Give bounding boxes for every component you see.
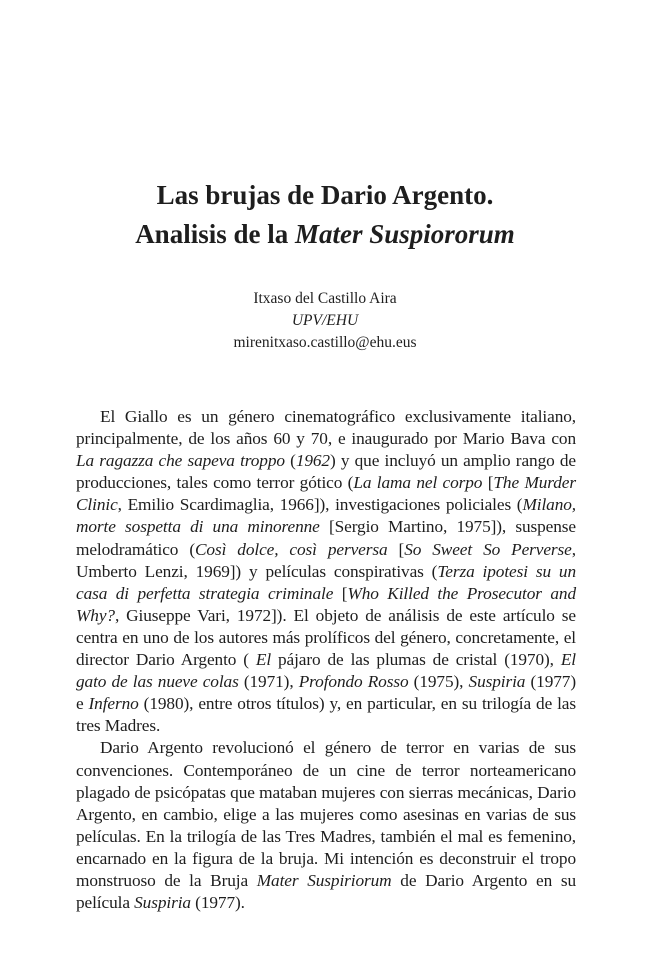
text-run: (1971), bbox=[238, 672, 299, 692]
paragraph-1 bbox=[76, 406, 576, 737]
text-run: (1980), entre otros títulos) y, en particular, en su trilogía de las tres Madres. bbox=[76, 694, 576, 736]
article-body bbox=[76, 406, 576, 914]
text-run: [ bbox=[387, 539, 405, 559]
title-line-1: Las brujas de Dario Argento. bbox=[156, 180, 494, 210]
text-run: (1977) e bbox=[76, 672, 576, 714]
text-run: Dario Argento revolucionó el género de terror en varias de sus convenciones. Contemporáneo de un cine de terror norteamericano plagado de psicópatas que mataban mujeres con sierras mecánicas, Dario Argento, en cambio, elige a las mujeres como asesinas en varias de sus películas. En la trilogía de las Tres Madres, también el mal es femenino, encarnado en la figura de la bruja. Mi intención es deconstruir el tropo monstruoso de la Bruja bbox=[76, 738, 576, 890]
author-email: mirenitxaso.castillo@ehu.eus bbox=[233, 334, 417, 351]
text-run: El Giallo es un género cinematográfico exclusivamente italiano, principalmente, de los años 60 y 70, e inaugurado por Mario Bava con bbox=[76, 407, 576, 449]
film-year: 1962 bbox=[295, 451, 330, 471]
text-run: (1975), bbox=[408, 672, 469, 692]
film-title: Suspiria bbox=[134, 893, 191, 913]
text-run: pájaro de las plumas de cristal (1970), bbox=[271, 650, 561, 670]
title-line-2-prefix: Analisis de la bbox=[135, 219, 289, 249]
paragraph-2 bbox=[76, 737, 576, 914]
film-title: Terza ipotesi su un casa di perfetta strategia criminale bbox=[76, 561, 576, 603]
text-run: [ bbox=[482, 473, 494, 493]
film-title: Così dolce, così perversa bbox=[195, 539, 388, 559]
film-title: Who Killed the Prosecutor and Why? bbox=[76, 583, 576, 625]
text-run: [Sergio Martino, 1975]), suspense melodramático ( bbox=[76, 517, 576, 559]
film-title: El gato de las nueve colas bbox=[76, 650, 576, 692]
author-block bbox=[0, 288, 650, 354]
text-run: de Dario Argento en su película bbox=[76, 870, 577, 913]
film-title: Inferno bbox=[88, 694, 139, 714]
film-title: Profondo Rosso bbox=[298, 672, 409, 692]
author-affiliation: UPV/EHU bbox=[291, 312, 359, 329]
film-title: Mater Suspiriorum bbox=[256, 870, 392, 890]
author-name: Itxaso del Castillo Aira bbox=[253, 290, 397, 307]
film-title: La ragazza che sapeva troppo bbox=[76, 451, 285, 471]
film-title: El bbox=[255, 650, 272, 670]
title-line-2 bbox=[0, 215, 650, 254]
film-title: Suspiria bbox=[468, 672, 526, 692]
text-run: , Giuseppe Vari, 1972]). El objeto de análisis de este artículo se centra en uno de los autores más prolíficos del género, concretamente, el director Dario Argento ( bbox=[76, 605, 576, 670]
article-title bbox=[0, 176, 650, 254]
text-run: ( bbox=[284, 451, 296, 471]
text-run: , Emilio Scardimaglia, 1966]), investigaciones policiales ( bbox=[117, 495, 523, 515]
film-title: The Murder Clinic bbox=[76, 473, 576, 515]
text-run: ) y que incluyó un amplio rango de producciones, tales como terror gótico ( bbox=[76, 451, 576, 493]
text-run: [ bbox=[333, 583, 348, 603]
film-title: So Sweet So Perverse bbox=[404, 539, 572, 559]
title-line-2-italic: Mater Suspiororum bbox=[294, 219, 515, 249]
film-title: La lama nel corpo bbox=[353, 473, 483, 493]
text-run: , Umberto Lenzi, 1969]) y películas conspirativas ( bbox=[76, 539, 576, 581]
film-title: Milano, morte sospetta di una minorenne bbox=[76, 495, 576, 537]
text-run: (1977). bbox=[190, 893, 245, 913]
